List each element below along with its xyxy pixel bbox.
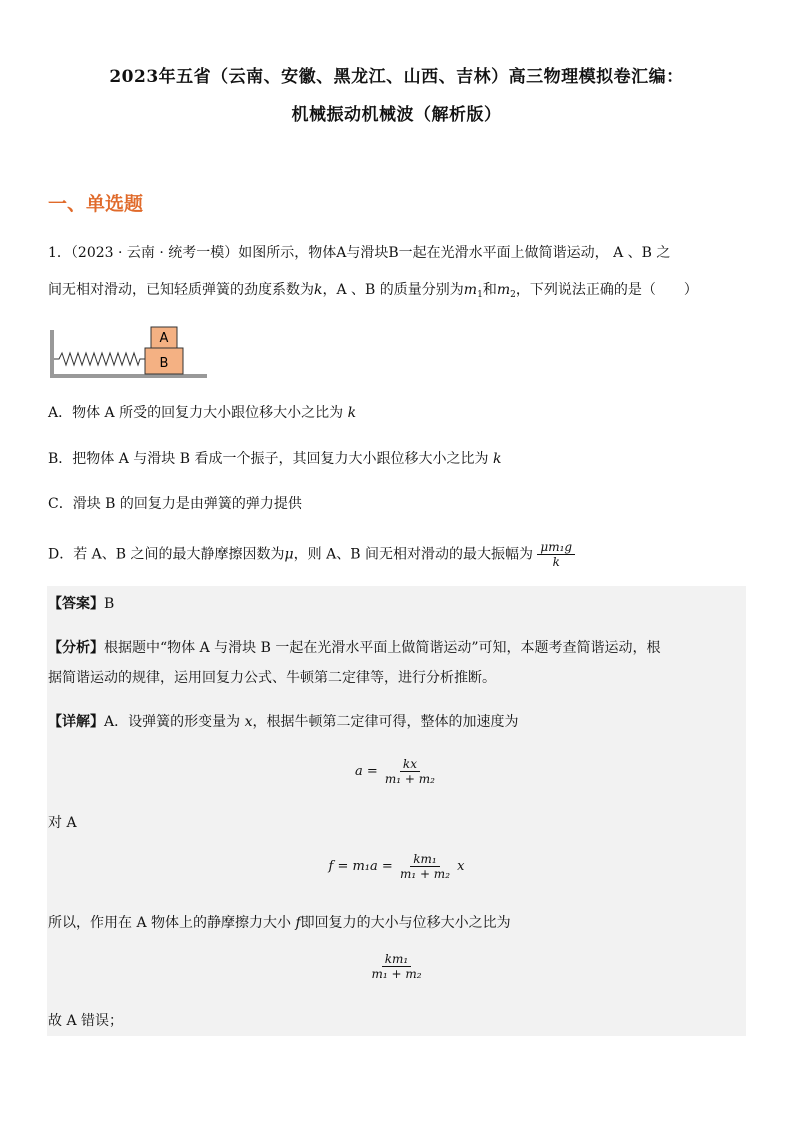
doc-title-line1: 2023年五省（云南、安徽、黑龙江、山西、吉林）高三物理模拟卷汇编： (109, 67, 684, 87)
floor (50, 374, 207, 378)
question-line2 (48, 280, 698, 305)
option-c: C．滑块 B 的回复力是由弹簧的弹力提供 (48, 496, 302, 512)
answer-value: B (104, 596, 115, 612)
question-text: ，A 、B 的质量分别为 (322, 282, 464, 298)
equation-ratio: $\frac{\text{km₁}}{\text{m₁ + m₂}}$ (371, 952, 422, 981)
question-text: ，下列说法正确的是（ ） (515, 282, 698, 298)
var-m1: $m_1$ (463, 282, 483, 300)
analysis-line1: 【分析】根据题中“物体 A 与滑块 B 一起在光滑水平面上做简谐运动”可知，本题考查简谐运动，根 (48, 640, 661, 656)
wall (50, 330, 54, 378)
analysis-tag: 【分析】 (48, 640, 104, 656)
option-a: A．物体 A 所受的回复力大小跟位移大小之比为 k (48, 405, 357, 421)
max-amplitude-fraction: $\frac{\text{μm₁g}}{k}$ (537, 540, 575, 569)
spring-block-figure (45, 322, 210, 384)
var-m2: $m_2$ (496, 282, 516, 300)
analysis-line2: 据简谐运动的规律，运用回复力公式、牛顿第二定律等，进行分析推断。 (48, 670, 496, 686)
detail-line1: 【详解】A．设弹簧的形变量为 x，根据牛顿第二定律可得，整体的加速度为 (48, 714, 519, 730)
question-line1: 1．（2023 · 云南 · 统考一模）如图所示，物体A与滑块B一起在光滑水平面上做简谐运动， A 、B 之 (48, 245, 671, 261)
equation-acceleration: a = $\frac{kx}{\text{m₁ + m₂}}$ (355, 757, 435, 786)
detail-line3: 所以，作用在 A 物体上的静摩擦力大小 f即回复力的大小与位移大小之比为 (48, 915, 511, 931)
var-mu: μ (284, 546, 294, 563)
for-a-line: 对 A (48, 815, 77, 831)
section-heading: 一、单选题 (48, 193, 144, 215)
block-a-label: A (159, 331, 169, 346)
option-d: D．若 A、B 之间的最大静摩擦因数为μ，则 A、B 间无相对滑动的最大振幅为 $\frac{\text{μm₁g}}{k}$ (48, 540, 575, 569)
answer-line (48, 594, 114, 614)
var-k: k (314, 282, 323, 298)
detail-tag: 【详解】 (48, 714, 104, 730)
question-text: 和 (482, 282, 497, 298)
equation-friction: f = m₁a = $\frac{\text{km₁}}{\text{m₁ + m₂}}$ x (328, 852, 465, 881)
question-text: 间无相对滑动，已知轻质弹簧的劲度系数为 (48, 282, 314, 298)
answer-tag: 【答案】 (48, 596, 104, 612)
spring (54, 353, 145, 365)
block-b-label: B (159, 356, 169, 371)
doc-title-line2: 机械振动机械波（解析版） (291, 105, 502, 125)
option-b: B．把物体 A 与滑块 B 看成一个振子，其回复力大小跟位移大小之比为 k (48, 451, 502, 467)
detail-conclusion: 故 A 错误； (48, 1013, 124, 1029)
